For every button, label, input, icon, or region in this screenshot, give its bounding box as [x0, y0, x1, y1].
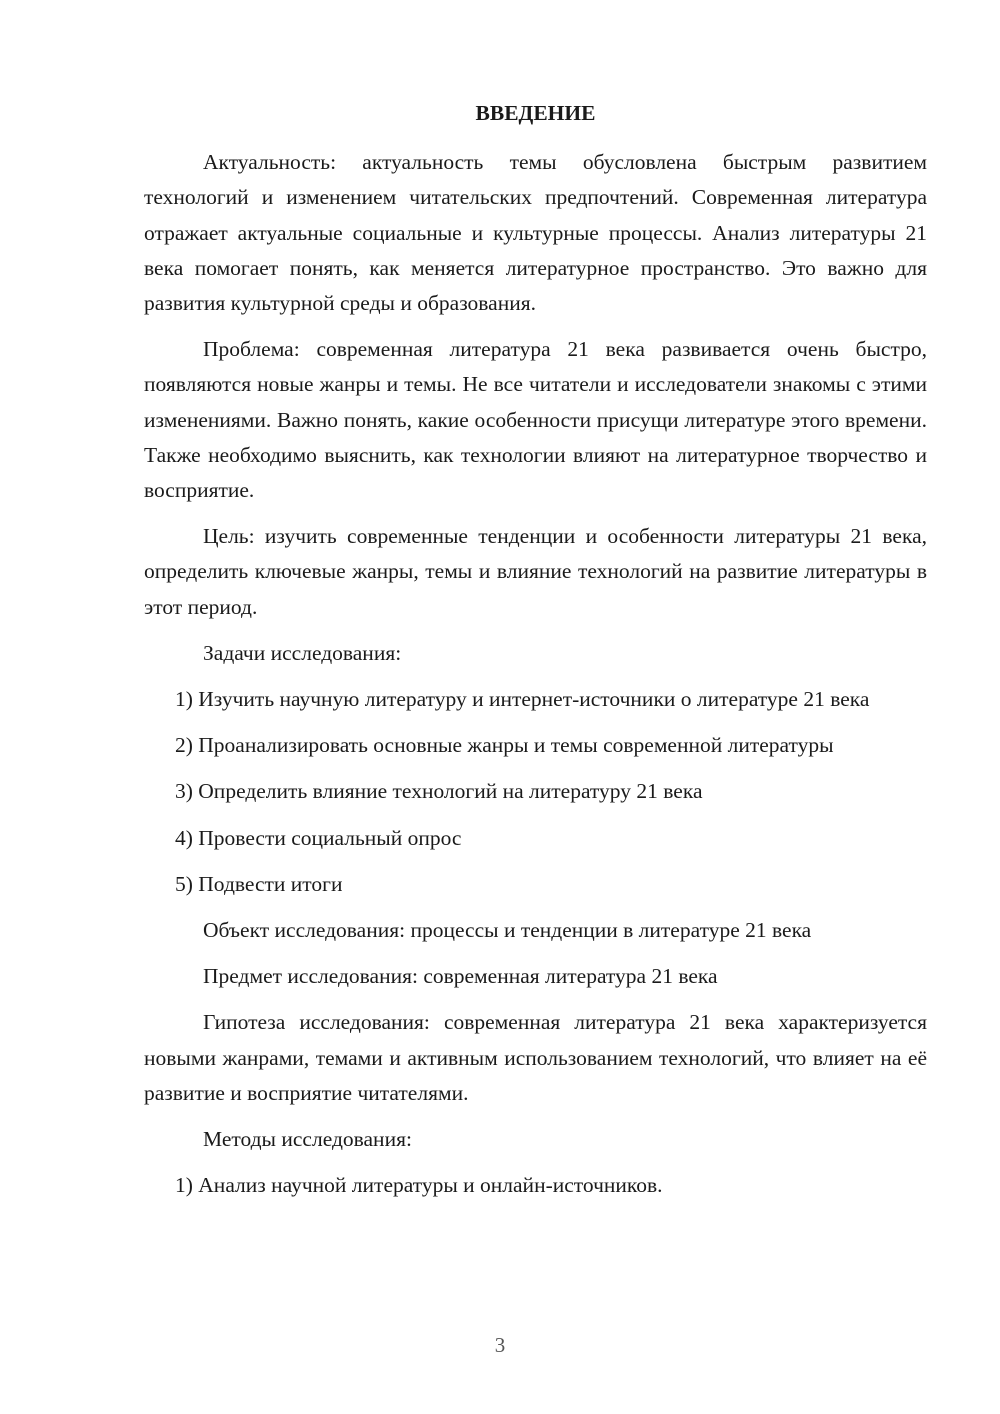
subject-paragraph: Предмет исследования: современная литература 21 века: [203, 964, 718, 989]
hypothesis-paragraph: Гипотеза исследования: современная литература 21 века характеризуется новыми жанрами, темами и активным использованием технологий, что влияет на её развитие и восприятие читателями.: [144, 1010, 927, 1105]
relevance-paragraph: Актуальность: актуальность темы обусловлена быстрым развитием технологий и изменением читательских предпочтений. Современная литература отражает актуальные социальные и культурные процессы. Анализ литературы 21 века помогает понять, как меняется литературное пространство. Это важно для развития культурной среды и образования.: [144, 150, 927, 316]
task-item: 5) Подвести итоги: [175, 871, 343, 896]
task-item: 1) Изучить научную литературу и интернет-источники о литературе 21 века: [175, 687, 870, 712]
problem-paragraph: Проблема: современная литература 21 века развивается очень быстро, появляются новые жанры и темы. Не все читатели и исследователи знакомы с этими изменениями. Важно понять, какие особенности присущи литературе этого времени. Также необходимо выяснить, как технологии влияют на литературное творчество и восприятие.: [144, 337, 927, 503]
page-number: 3: [494, 1333, 506, 1357]
methods-heading: Методы исследования:: [203, 1127, 412, 1152]
tasks-heading: Задачи исследования:: [203, 640, 402, 665]
object-paragraph: Объект исследования: процессы и тенденции в литературе 21 века: [203, 918, 812, 943]
method-item: 1) Анализ научной литературы и онлайн-источников.: [175, 1173, 663, 1198]
task-item: 2) Проанализировать основные жанры и темы современной литературы: [175, 733, 834, 758]
methods-list: [144, 1168, 927, 1203]
task-item: 3) Определить влияние технологий на литературу 21 века: [175, 779, 703, 804]
goal-paragraph: Цель: изучить современные тенденции и особенности литературы 21 века, определить ключевые жанры, темы и влияние технологий на развитие литературы в этот период.: [144, 524, 927, 619]
tasks-list: [144, 682, 927, 902]
section-title: ВВЕДЕНИЕ: [475, 101, 596, 125]
document-page: [144, 96, 927, 1214]
task-item: 4) Провести социальный опрос: [175, 825, 462, 850]
